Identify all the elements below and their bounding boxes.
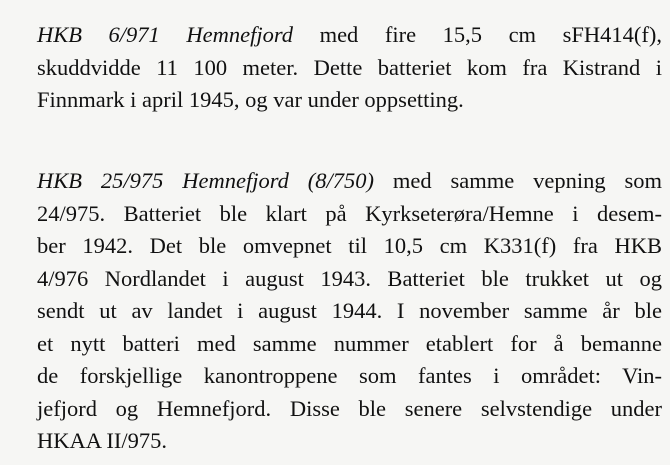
text-segment: med samme vepning som (374, 168, 662, 193)
text-line: jefjord og Hemnefjord. Disse ble senere selvstendige under (37, 395, 662, 421)
text-line: Finnmark i april 1945, og var under oppsetting. (37, 87, 464, 112)
text-line (37, 19, 662, 52)
text-line: et nytt batteri med samme nummer etablert for å bemanne (37, 330, 662, 356)
text-segment: med fire 15,5 cm sFH414(f), (293, 22, 662, 47)
text-line: 4/976 Nordlandet i august 1943. Batteriet ble trukket ut og (37, 265, 662, 291)
text-line: skuddvidde 11 100 meter. Dette batteriet kom fra Kistrand i (37, 54, 662, 80)
battery-heading: HKB 25/975 Hemnefjord (8/750) (37, 168, 375, 193)
paragraph-hkb-6-971 (37, 19, 662, 117)
battery-heading: HKB 6/971 Hemnefjord (37, 22, 294, 47)
text-line (37, 165, 662, 198)
text-line: ber 1942. Det ble omvepnet til 10,5 cm K331(f) fra HKB (37, 233, 662, 258)
text-line: de forskjellige kanontroppene som fantes i området: Vin- (37, 363, 662, 388)
text-line: sendt ut av landet i august 1944. I november samme år ble (37, 298, 662, 323)
paragraph-hkb-25-975 (37, 165, 662, 458)
text-line: HKAA II/975. (37, 428, 167, 453)
text-line: 24/975. Batteriet ble klart på Kyrkseterøra/Hemne i desem- (37, 200, 662, 226)
